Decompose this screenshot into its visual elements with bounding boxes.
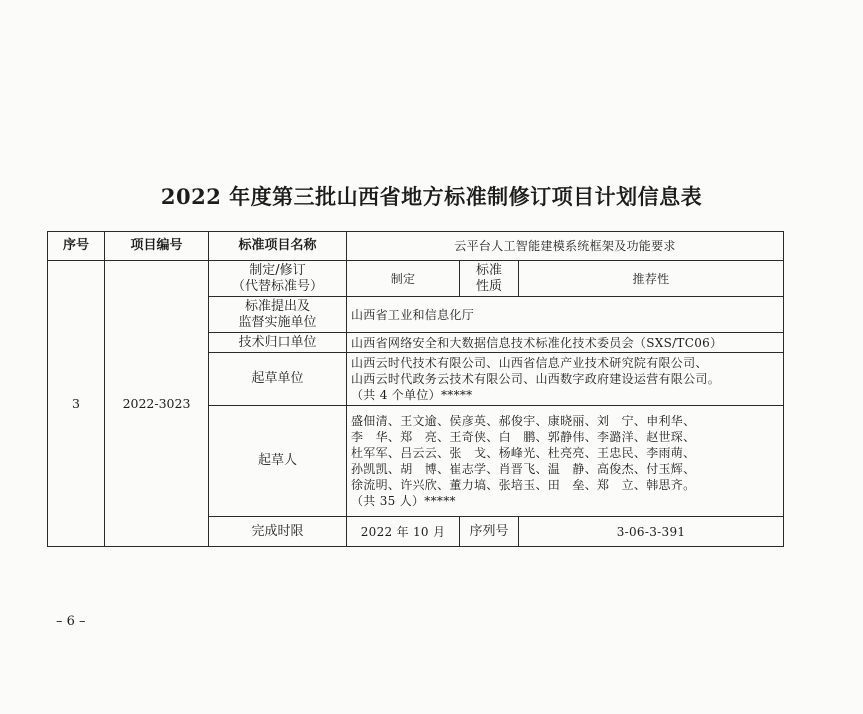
project-no-cell: 2022-3023 [105, 261, 209, 547]
seq-header: 序号 [48, 232, 105, 261]
nature-label-line-2: 性质 [475, 278, 502, 294]
serial-value: 3-06-3-391 [519, 517, 784, 547]
deadline-label: 完成时限 [209, 517, 347, 547]
nature-label [460, 261, 519, 297]
drafters-line: 孙凯凯、胡 博、崔志学、肖晋飞、温 静、高俊杰、付玉辉、 [351, 462, 696, 476]
drafting-unit-label: 起草单位 [209, 353, 347, 406]
page-number: – 6 – [56, 614, 86, 629]
seq-cell: 3 [48, 261, 105, 547]
tech-value: 山西省网络安全和大数据信息技术标准化技术委员会（SXS/TC06） [347, 333, 784, 353]
tech-label: 技术归口单位 [209, 333, 347, 353]
drafters-line: 李 华、郑 亮、王奇侠、白 鹏、郭静伟、李潞洋、赵世琛、 [351, 430, 696, 444]
drafters-line: 杜军军、吕云云、张 戈、杨峰光、杜亮亮、王忠民、李雨萌、 [351, 446, 696, 460]
drafters-label: 起草人 [209, 406, 347, 517]
proposer-label-line-2: 监督实施单位 [238, 314, 317, 330]
revise-label-line-2: （代替标准号） [231, 278, 323, 294]
serial-label: 序列号 [460, 517, 519, 547]
name-value: 云平台人工智能建模系统框架及功能要求 [347, 232, 784, 261]
deadline-value: 2022 年 10 月 [347, 517, 460, 547]
drafters-line: 徐流明、许兴欣、董力塙、张培玉、田 垒、郑 立、韩思齐。 [351, 478, 696, 492]
proposer-value: 山西省工业和信息化厅 [347, 297, 784, 333]
revise-label [209, 261, 347, 297]
drafting-unit-line: （共 4 个单位）***** [351, 388, 473, 402]
name-label: 标准项目名称 [209, 232, 347, 261]
drafting-unit-line: 山西云时代技术有限公司、山西省信息产业技术研究院有限公司、 [351, 356, 708, 370]
page-title: 2022 年度第三批山西省地方标准制修订项目计划信息表 [160, 184, 703, 209]
project-no-header: 项目编号 [105, 232, 209, 261]
drafting-unit-line: 山西云时代政务云技术有限公司、山西数字政府建设运营有限公司。 [351, 372, 721, 386]
nature-label-line-1: 标准 [475, 262, 502, 278]
drafting-unit-value [347, 353, 784, 406]
drafters-line: 盛佃清、王文逾、侯彦英、郝俊宇、康晓丽、刘 宁、申利华、 [351, 414, 696, 428]
proposer-label [209, 297, 347, 333]
revise-row [48, 261, 784, 297]
revise-label-line-1: 制定/修订 [249, 262, 306, 278]
table-header-row [48, 232, 784, 261]
drafters-value [347, 406, 784, 517]
revise-value: 制定 [347, 261, 460, 297]
proposer-label-line-1: 标准提出及 [244, 298, 310, 314]
project-info-table [47, 231, 784, 547]
nature-value: 推荐性 [519, 261, 784, 297]
drafters-line: （共 35 人）***** [351, 494, 456, 508]
